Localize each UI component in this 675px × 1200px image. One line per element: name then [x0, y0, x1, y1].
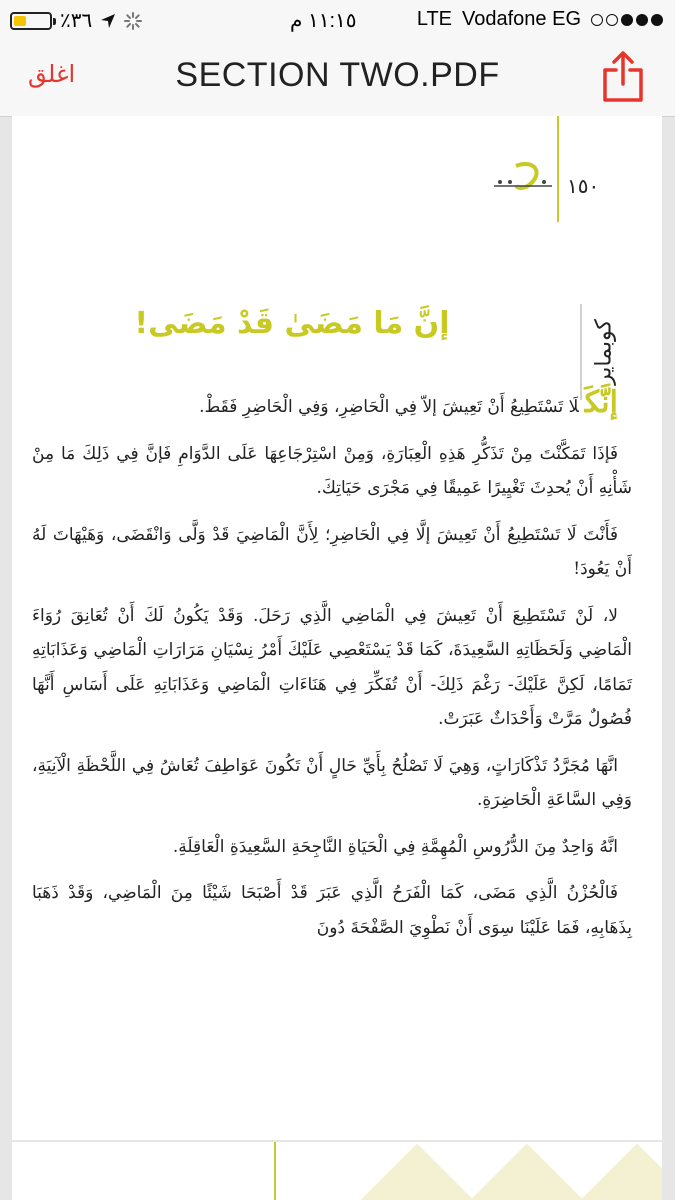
battery-level: [14, 16, 26, 26]
decorative-diamond: [463, 1143, 590, 1200]
article-headline: إنَّ مَا مَضَىٰ قَدْ مَضَى!: [134, 306, 450, 341]
pdf-page[interactable]: [12, 116, 662, 1140]
lead-word: إنَّكَ: [584, 385, 618, 420]
signal-strength-icon: [591, 14, 663, 26]
close-button[interactable]: اغلق: [28, 60, 76, 88]
mukhtarat-logo: [486, 158, 556, 198]
paragraph: فَأَنْتَ لَا تَسْتَطِيعُ أَنْ تَعِيشَ إلَّا فِي الْحَاضِرِ؛ لِأَنَّ الْمَاضِيَ قَدْ وَلَّى وَانْقَضَى، وَهَيْهَاتَ لَهُ أَنْ يَعُودَ!: [32, 524, 632, 579]
header-rule: [557, 116, 559, 222]
battery-icon: [10, 12, 52, 30]
signal-dot: [606, 14, 618, 26]
activity-spinner-icon: [124, 12, 142, 30]
battery-percent: ٪٣٦: [60, 10, 93, 32]
clock: ١١:١٥ م: [290, 10, 357, 32]
decorative-diamond: [353, 1143, 480, 1200]
paragraph: لا، لَنْ تَسْتَطِيعَ أَنْ تَعِيشَ فِي الْمَاضِي الَّذِي رَحَلَ. وَقَدْ يَكُونُ لَكَ أَنْ تُعَانِقَ رُوَاءَ الْمَاضِي وَلَحَظَاتِهِ السَّعِيدَةَ، كَمَا قَدْ يَسْتَعْصِي عَلَيْكَ أَمْرُ نِسْيَانِ مَرَارَاتِ الْمَاضِي وَعَذَابَاتِهِ تَمَامًا، لَكِنَّ عَلَيْكَ- رَغْمَ ذَلِكَ- أَنْ تُفَكِّرَ فِي هَنَاءَاتِ الْمَاضِي وَعَذَابَاتِهِ عَلَى أَسَاسِ أَنَّهَا فُصُولٌ مَرَّتْ وَأَحْدَاثٌ عَبَرَتْ.: [32, 605, 632, 729]
signal-dot: [651, 14, 663, 26]
section-side-label: كوبماير: [580, 304, 626, 400]
signal-dot: [591, 14, 603, 26]
signal-dot: [636, 14, 648, 26]
network-type: LTE: [416, 8, 453, 30]
article-body: [32, 386, 632, 957]
paragraph: فَالْحُزْنُ الَّذِي مَضَى، كَمَا الْفَرَحُ الَّذِي عَبَرَ قَدْ أَصْبَحَا شَيْئًا مِنَ الْمَاضِي، وَقَدْ ذَهَبَا بِذَهَابِهِ، فَمَا عَلَيْنَا سِوَى أَنْ نَطْوِيَ الصَّفْحَةَ دُونَ: [32, 883, 632, 938]
signal-dot: [621, 14, 633, 26]
paragraph: انَّهَا مُجَرَّدُ تَذْكَارَاتٍ، وَهِيَ لَا تَصْلُحُ بِأَيِّ حَالٍ أَنْ تَكُونَ عَوَاطِفَ تُعَاشُ فِي اللَّحْظَةِ الْآنِيَةِ، وَفِي السَّاعَةِ الْحَاضِرَةِ.: [32, 755, 632, 810]
status-left: [10, 8, 142, 33]
location-arrow-icon: [100, 13, 116, 29]
carrier-name: Vodafone EG: [462, 8, 581, 30]
next-pdf-page[interactable]: [12, 1142, 662, 1200]
page-number: ١٥٠: [567, 174, 600, 198]
share-icon: [599, 48, 647, 104]
decorative-diamond: [573, 1143, 662, 1200]
status-right: [417, 8, 663, 31]
next-page-rule: [274, 1142, 276, 1200]
document-title: SECTION TWO.PDF: [175, 56, 500, 94]
status-bar: [0, 0, 675, 38]
paragraph: انَّهُ وَاحِدٌ مِنَ الدُّرُوسِ الْمُهِمَّةِ فِي الْحَيَاةِ النَّاجِحَةِ السَّعِيدَةِ الْعَاقِلَةِ.: [172, 836, 618, 857]
paragraph: فَإذَا تَمَكَّنْتَ مِنْ تَذَكُّرِ هَذِهِ الْعِبَارَةِ، وَمِنْ اسْتِرْجَاعِهَا عَلَى الدَّوَامِ فَإنَّ فِي ذَلِكَ مَا مِنْ شَأْنِهِ أَنْ يُحدِثَ تَغْيِيرًا عَمِيقًا فِي مَجْرَى حَيَاتِكَ.: [32, 443, 632, 498]
nav-bar: [0, 38, 675, 117]
paragraph: إنَّكَلَا تَسْتَطِيعُ أَنْ تَعِيشَ إلاّ فِي الْحَاضِرِ، وَفِي الْحَاضِرِ فَقَطْ.: [199, 385, 618, 420]
share-button[interactable]: [599, 48, 647, 104]
